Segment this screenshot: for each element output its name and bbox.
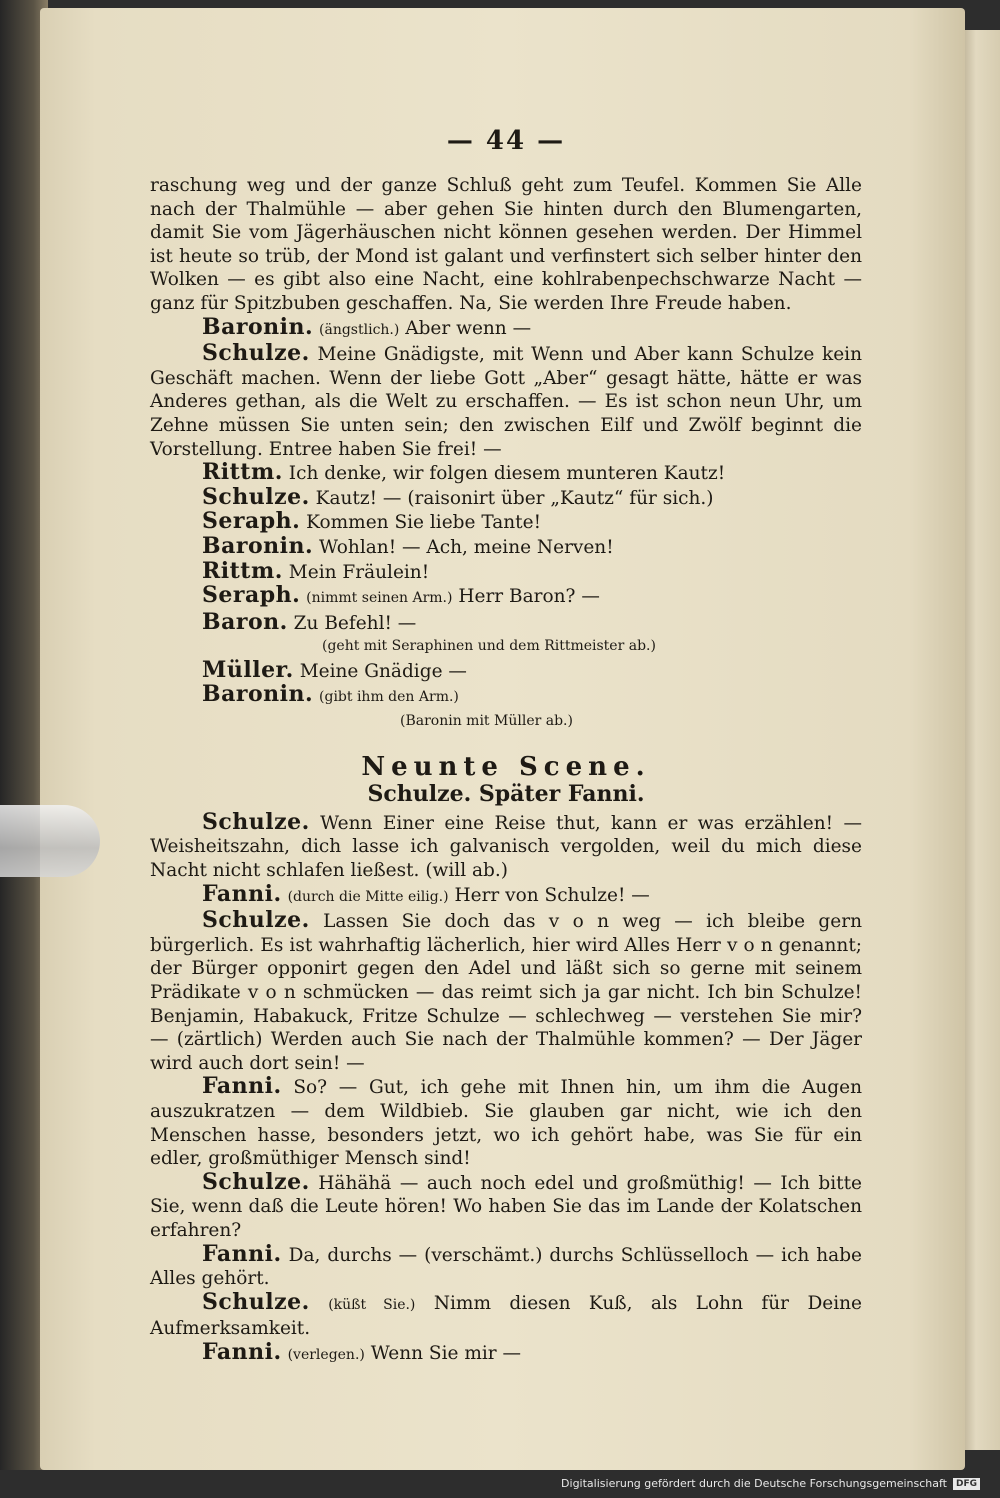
speaker-name: Rittm.	[202, 557, 283, 584]
speech-text: Aber wenn —	[405, 317, 532, 339]
speech-line	[150, 313, 862, 343]
page-number: — 44 —	[446, 126, 566, 156]
speech-text: Kautz! — (raisonirt über „Kautz“ für sich.)	[315, 487, 714, 509]
speaker-name: Schulze.	[202, 907, 310, 934]
speech-text: Wohlan! — Ach, meine Nerven!	[319, 536, 614, 558]
speech-text: Meine Gnädige —	[299, 660, 467, 682]
speaker-name: Fanni.	[202, 1073, 282, 1100]
stage-direction: (küßt Sie.)	[328, 1296, 416, 1313]
speaker-name: Schulze.	[202, 808, 310, 835]
stage-direction: (verlegen.)	[287, 1346, 365, 1363]
scene-heading: Neunte Scene.	[361, 751, 651, 782]
speech-text: Herr Baron? —	[458, 586, 600, 608]
page-text	[150, 126, 862, 1368]
speech-line	[150, 461, 862, 486]
speech-text: Wenn Sie mir —	[370, 1342, 522, 1364]
speaker-name: Baronin.	[202, 532, 314, 559]
page-stack-edge	[960, 30, 1000, 1450]
page-clip	[0, 805, 100, 877]
speaker-name: Fanni.	[202, 1338, 282, 1365]
speech-line	[150, 1075, 862, 1170]
speech-line	[150, 510, 862, 535]
speaker-name: Baronin.	[202, 681, 314, 708]
speaker-name: Schulze.	[202, 1168, 310, 1195]
speaker-name: Schulze.	[202, 1288, 310, 1315]
speaker-name: Rittm.	[202, 459, 283, 486]
speech-text: Nimm diesen Kuß, als Lohn für Deine Aufmerksamkeit.	[150, 1292, 862, 1340]
speech-text: Ich denke, wir folgen diesem munteren Kautz!	[288, 463, 726, 485]
speech-line	[150, 909, 862, 1075]
speaker-name: Müller.	[202, 656, 294, 683]
speaker-name: Schulze.	[202, 340, 310, 367]
speech-line	[150, 557, 862, 585]
speech-line	[150, 1240, 862, 1291]
speech-text: Kommen Sie liebe Tante!	[306, 512, 541, 534]
speech-text: Hähähä — auch noch edel und großmüthig! — Ich bitte Sie, wenn daß die Leute hören! Wo haben Sie das im Lande der Kolatschen erfahren?	[150, 1172, 862, 1241]
speaker-name: Schulze.	[202, 483, 310, 510]
stage-direction: (ängstlich.)	[319, 321, 400, 338]
scene-persons: Schulze. Später Fanni.	[367, 781, 645, 808]
footer-text: Digitalisierung gefördert durch die Deutsche Forschungsgemeinschaft	[561, 1477, 947, 1490]
speaker-name: Baronin.	[202, 313, 314, 340]
speech-line	[150, 584, 862, 611]
stage-direction: (durch die Mitte eilig.)	[287, 888, 449, 905]
speech-text: Meine Gnädigste, mit Wenn und Aber kann Schulze kein Geschäft machen. Wenn der liebe Gott „Aber“ gesagt hätte, hätte er was Anderes gethan, als die Welt zu erschaffen. — Es ist schon neun Uhr, um Zehne müssen Sie unten sein; den zwischen Eilf und Zwölf beginnt die Vorstellung. Entree haben Sie frei! —	[150, 344, 862, 460]
speaker-name: Seraph.	[202, 508, 301, 535]
speech-line	[150, 342, 862, 461]
speech-line	[150, 656, 862, 684]
speech-text: Zu Befehl! —	[293, 612, 417, 634]
dfg-logo: DFG	[953, 1478, 980, 1490]
paragraph: raschung weg und der ganze Schluß geht zum Teufel. Kommen Sie Alle nach der Thalmühle — aber gehen Sie hinten durch den Blumengarten, damit Sie vom Jägerhäuschen nicht können gesehen werden. Der Himmel ist heute so trüb, der Mond ist galant und verfinstert sich selber hinter den Wolken — es gibt also eine Nacht, eine kohlrabenpechschwarze Nacht — ganz für Spitzbuben geschaffen. Na, Sie werden Ihre Freude haben.	[150, 175, 862, 314]
speech-line	[150, 683, 862, 710]
stage-note: (geht mit Seraphinen und dem Rittmeister ab.)	[322, 638, 656, 655]
speech-line	[150, 483, 862, 511]
speech-line	[150, 1338, 862, 1368]
speech-line	[150, 608, 862, 636]
footer	[561, 1477, 980, 1490]
speech-line	[150, 880, 862, 910]
speaker-name: Seraph.	[202, 582, 301, 609]
stage-direction: (gibt ihm den Arm.)	[319, 689, 459, 706]
speech-text: Da, durchs — (verschämt.) durchs Schlüsselloch — ich habe Alles gehört.	[150, 1244, 862, 1290]
speech-line	[150, 808, 862, 883]
speech-text: Lassen Sie doch das v o n weg — ich bleibe gern bürgerlich. Es ist wahrhaftig lächerlich, hier wird Alles Herr v o n genannt; der Bürger opponirt gegen den Adel und läßt sich so gerne mit seinem Prädikate v o n schmücken — das reimt sich ja gar nicht. Ich bin Schulze! Benjamin, Habakuck, Fritze Schulze — schlechweg — verstehen Sie mir? — (zärtlich) Werden auch Sie nach der Thalmühle kommen? — Der Jäger wird auch dort sein! —	[150, 911, 862, 1074]
text-blocks	[150, 174, 862, 1368]
speech-text: So? — Gut, ich gehe mit Ihnen hin, um ihm die Augen auszukratzen — dem Wildbieb. Sie glauben gar nicht, wie ich den Menschen hasse, besonders jetzt, wo ich gehört habe, was Sie für ein edler, großmüthiger Mensch sind!	[150, 1077, 862, 1170]
speech-line	[150, 532, 862, 560]
speech-text: Herr von Schulze! —	[454, 884, 650, 906]
speech-text: Mein Fräulein!	[288, 561, 430, 583]
speech-line	[150, 1288, 862, 1341]
speaker-name: Fanni.	[202, 880, 282, 907]
stage-direction: (nimmt seinen Arm.)	[306, 590, 453, 607]
speech-line	[150, 1168, 862, 1243]
speech-text: Wenn Einer eine Reise thut, kann er was erzählen! — Weisheitszahn, dich lasse ich galvanisch vergolden, weil du mich diese Nacht nicht schlafen ließest. (will ab.)	[150, 812, 862, 882]
speaker-name: Fanni.	[202, 1240, 282, 1267]
stage-note: (Baronin mit Müller ab.)	[400, 713, 573, 730]
speaker-name: Baron.	[202, 608, 288, 635]
